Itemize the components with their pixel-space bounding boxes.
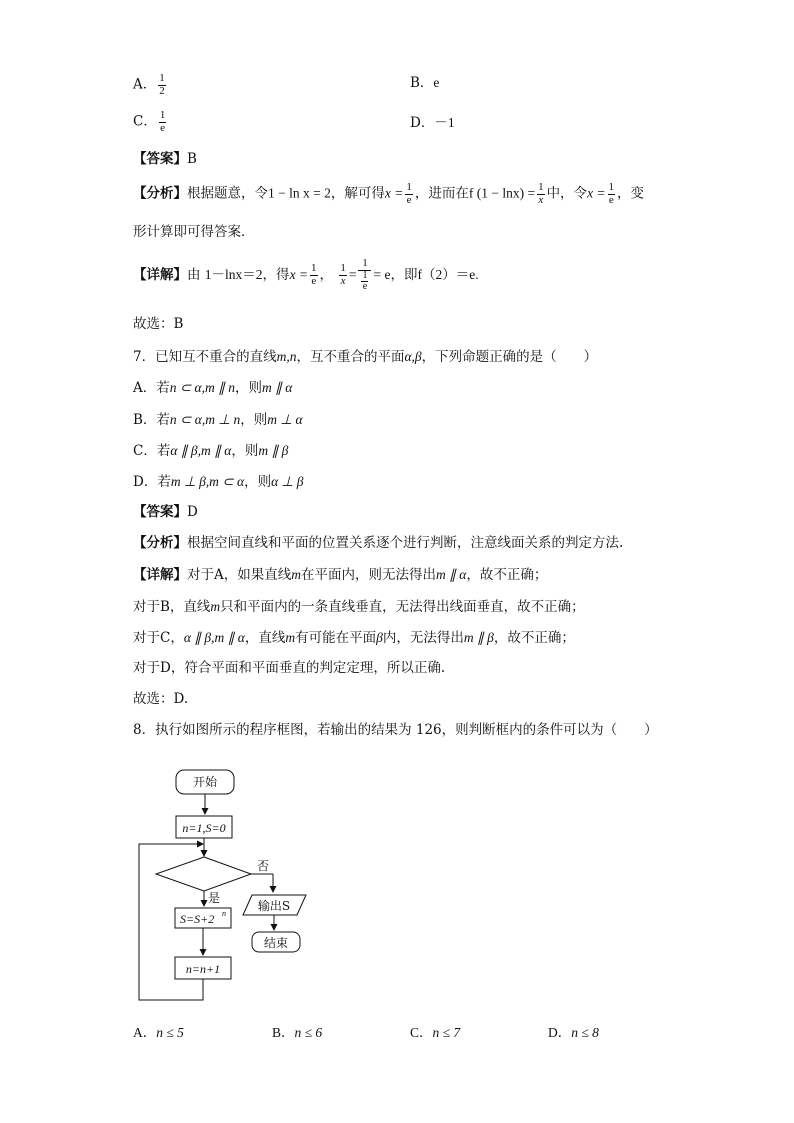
nested-fraction: $\frac{1}{\frac{1}{e}}$ xyxy=(358,258,371,293)
q7-detail-3: 对于C，α ∥ β,m ∥ α，直线m有可能在平面β内，无法得出m ∥ β，故不正确； xyxy=(133,630,575,646)
flow-no-label: 否 xyxy=(257,859,270,873)
q7-analysis: 【分析】根据空间直线和平面的位置关系逐个进行判断，注意线面关系的判定方法. xyxy=(133,535,624,551)
q7-option-d: D．若m ⊥ β,m ⊂ α，则α ⊥ β xyxy=(133,474,304,490)
fraction: $\frac{1}{x}$ xyxy=(340,262,346,287)
q6-answer: 【答案】B xyxy=(133,151,197,167)
q6-option-d: D．－1 xyxy=(410,115,455,131)
q7-answer: 【答案】D xyxy=(133,504,198,520)
flow-init-label: n=1,S=0 xyxy=(182,821,226,835)
q7-stem: 7．已知互不重合的直线m,n，互不重合的平面α,β，下列命题正确的是（ ） xyxy=(133,349,598,365)
q6-analysis-line2: 形计算即可得答案． xyxy=(133,224,255,240)
fraction: $\frac{1}{e}$ xyxy=(406,181,412,206)
q6-detail: 【详解】由 1－lnx＝2，得x = $\frac{1}{e}$ ， $\frac{1}{x}$ = $\frac{1}{\frac{1}{e}}$ = e，即f（2）＝e. xyxy=(133,257,479,293)
q7-choice: 故选：D. xyxy=(133,691,189,707)
flow-output-label: 输出S xyxy=(257,899,291,913)
flow-exponent: n xyxy=(222,909,226,918)
q8-option-a: A．n ≤ 5 xyxy=(133,1025,184,1040)
fraction: $\frac{1}{2}$ xyxy=(159,72,165,97)
flow-update-n-label: n=n+1 xyxy=(185,962,221,976)
flow-end-label: 结束 xyxy=(263,936,289,950)
q8-option-d: D．n ≤ 8 xyxy=(548,1025,599,1040)
fraction: $\frac{1}{e}$ xyxy=(608,181,615,206)
q6-analysis: 【分析】根据题意，令1 − ln x = 2，解可得x = $\frac{1}{e}$ ，进而在f (1 − lnx) = $\frac{1}{x}$ 中，令x = $\frac{1}{e}$ ，变 xyxy=(133,181,645,206)
fraction: $\frac{1}{x}$ xyxy=(538,181,544,206)
fraction: $\frac{1}{e}$ xyxy=(159,109,166,134)
fraction: $\frac{1}{e}$ xyxy=(311,262,317,287)
q6-option-c: C． $\frac{1}{e}$ xyxy=(133,109,166,134)
q7-detail-2: 对于B，直线m只和平面内的一条直线垂直，无法得出线面垂直，故不正确； xyxy=(133,599,585,615)
q8-option-b: B．n ≤ 6 xyxy=(272,1025,323,1040)
flow-decision-node xyxy=(156,857,251,891)
q8-stem: 8．执行如图所示的程序框图，若输出的结果为 126，则判断框内的条件可以为（ ） xyxy=(133,722,658,738)
q7-option-c: C．若α ∥ β,m ∥ α，则m ∥ β xyxy=(133,443,289,459)
q7-detail-1: 【详解】对于A，如果直线m在平面内，则无法得出m ∥ α，故不正确； xyxy=(133,567,548,583)
q6-choice: 故选：B xyxy=(133,316,184,332)
q7-option-a: A．若n ⊂ α,m ∥ n，则m ∥ α xyxy=(133,380,293,396)
flow-update-s-label: S=S+2 xyxy=(180,912,215,926)
flow-start-label: 开始 xyxy=(192,775,218,789)
q6-option-a: A． $\frac{1}{2}$ xyxy=(133,72,165,97)
q7-detail-4: 对于D，符合平面和平面垂直的判定定理，所以正确. xyxy=(133,660,446,676)
flowchart xyxy=(130,762,320,1007)
q7-option-b: B．若n ⊂ α,m ⊥ n，则m ⊥ α xyxy=(133,412,303,428)
q8-option-c: C．n ≤ 7 xyxy=(410,1025,461,1040)
q6-option-b: B．e xyxy=(410,75,440,91)
flow-yes-label: 是 xyxy=(208,891,221,905)
